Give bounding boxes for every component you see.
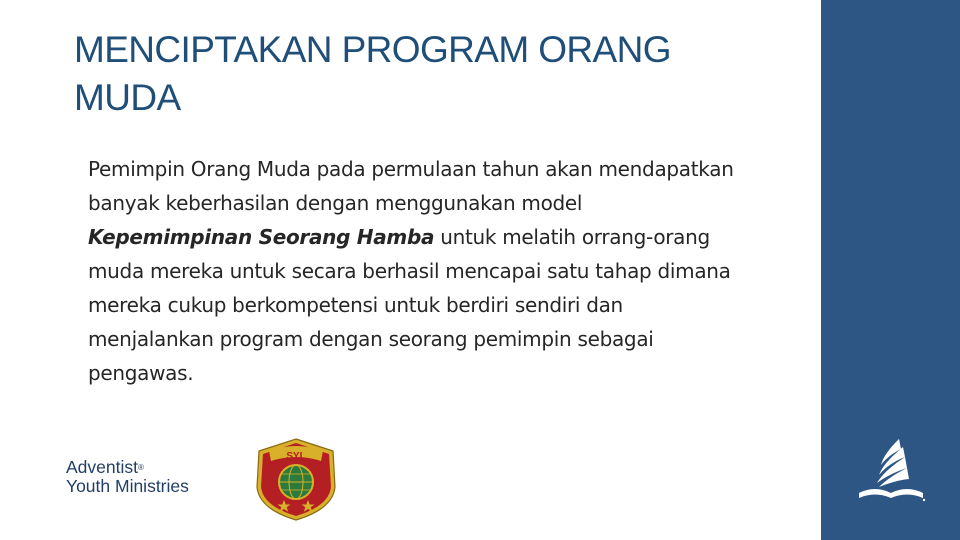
syl-badge-text: SYL bbox=[286, 451, 306, 462]
adventist-youth-ministries-logo bbox=[66, 458, 236, 508]
slide-title bbox=[74, 26, 774, 122]
body-text-part-2: untuk melatih orrang-orang muda mereka untuk secara berhasil mencapai satu tahap dimana mereka cukup berkompetensi untuk berdiri sendiri dan menjalankan program dengan seorang pemimpin sebagai pengawas. bbox=[88, 225, 731, 385]
adventist-flame-bible-icon bbox=[855, 435, 927, 505]
slide-title-line-1: MENCIPTAKAN PROGRAM ORANG bbox=[74, 29, 671, 70]
body-text-emphasis: Kepemimpinan Seorang Hamba bbox=[88, 225, 435, 249]
aym-logo-line-1: Adventist® bbox=[66, 457, 144, 477]
aym-logo-line-2: Youth Ministries bbox=[66, 476, 189, 496]
slide-title-line-2: MUDA bbox=[74, 77, 181, 118]
body-text-part-1: Pemimpin Orang Muda pada permulaan tahun akan mendapatkan banyak keberhasilan dengan menggunakan model bbox=[88, 157, 734, 215]
body-paragraph bbox=[88, 152, 748, 390]
syl-shield-badge bbox=[255, 437, 337, 522]
